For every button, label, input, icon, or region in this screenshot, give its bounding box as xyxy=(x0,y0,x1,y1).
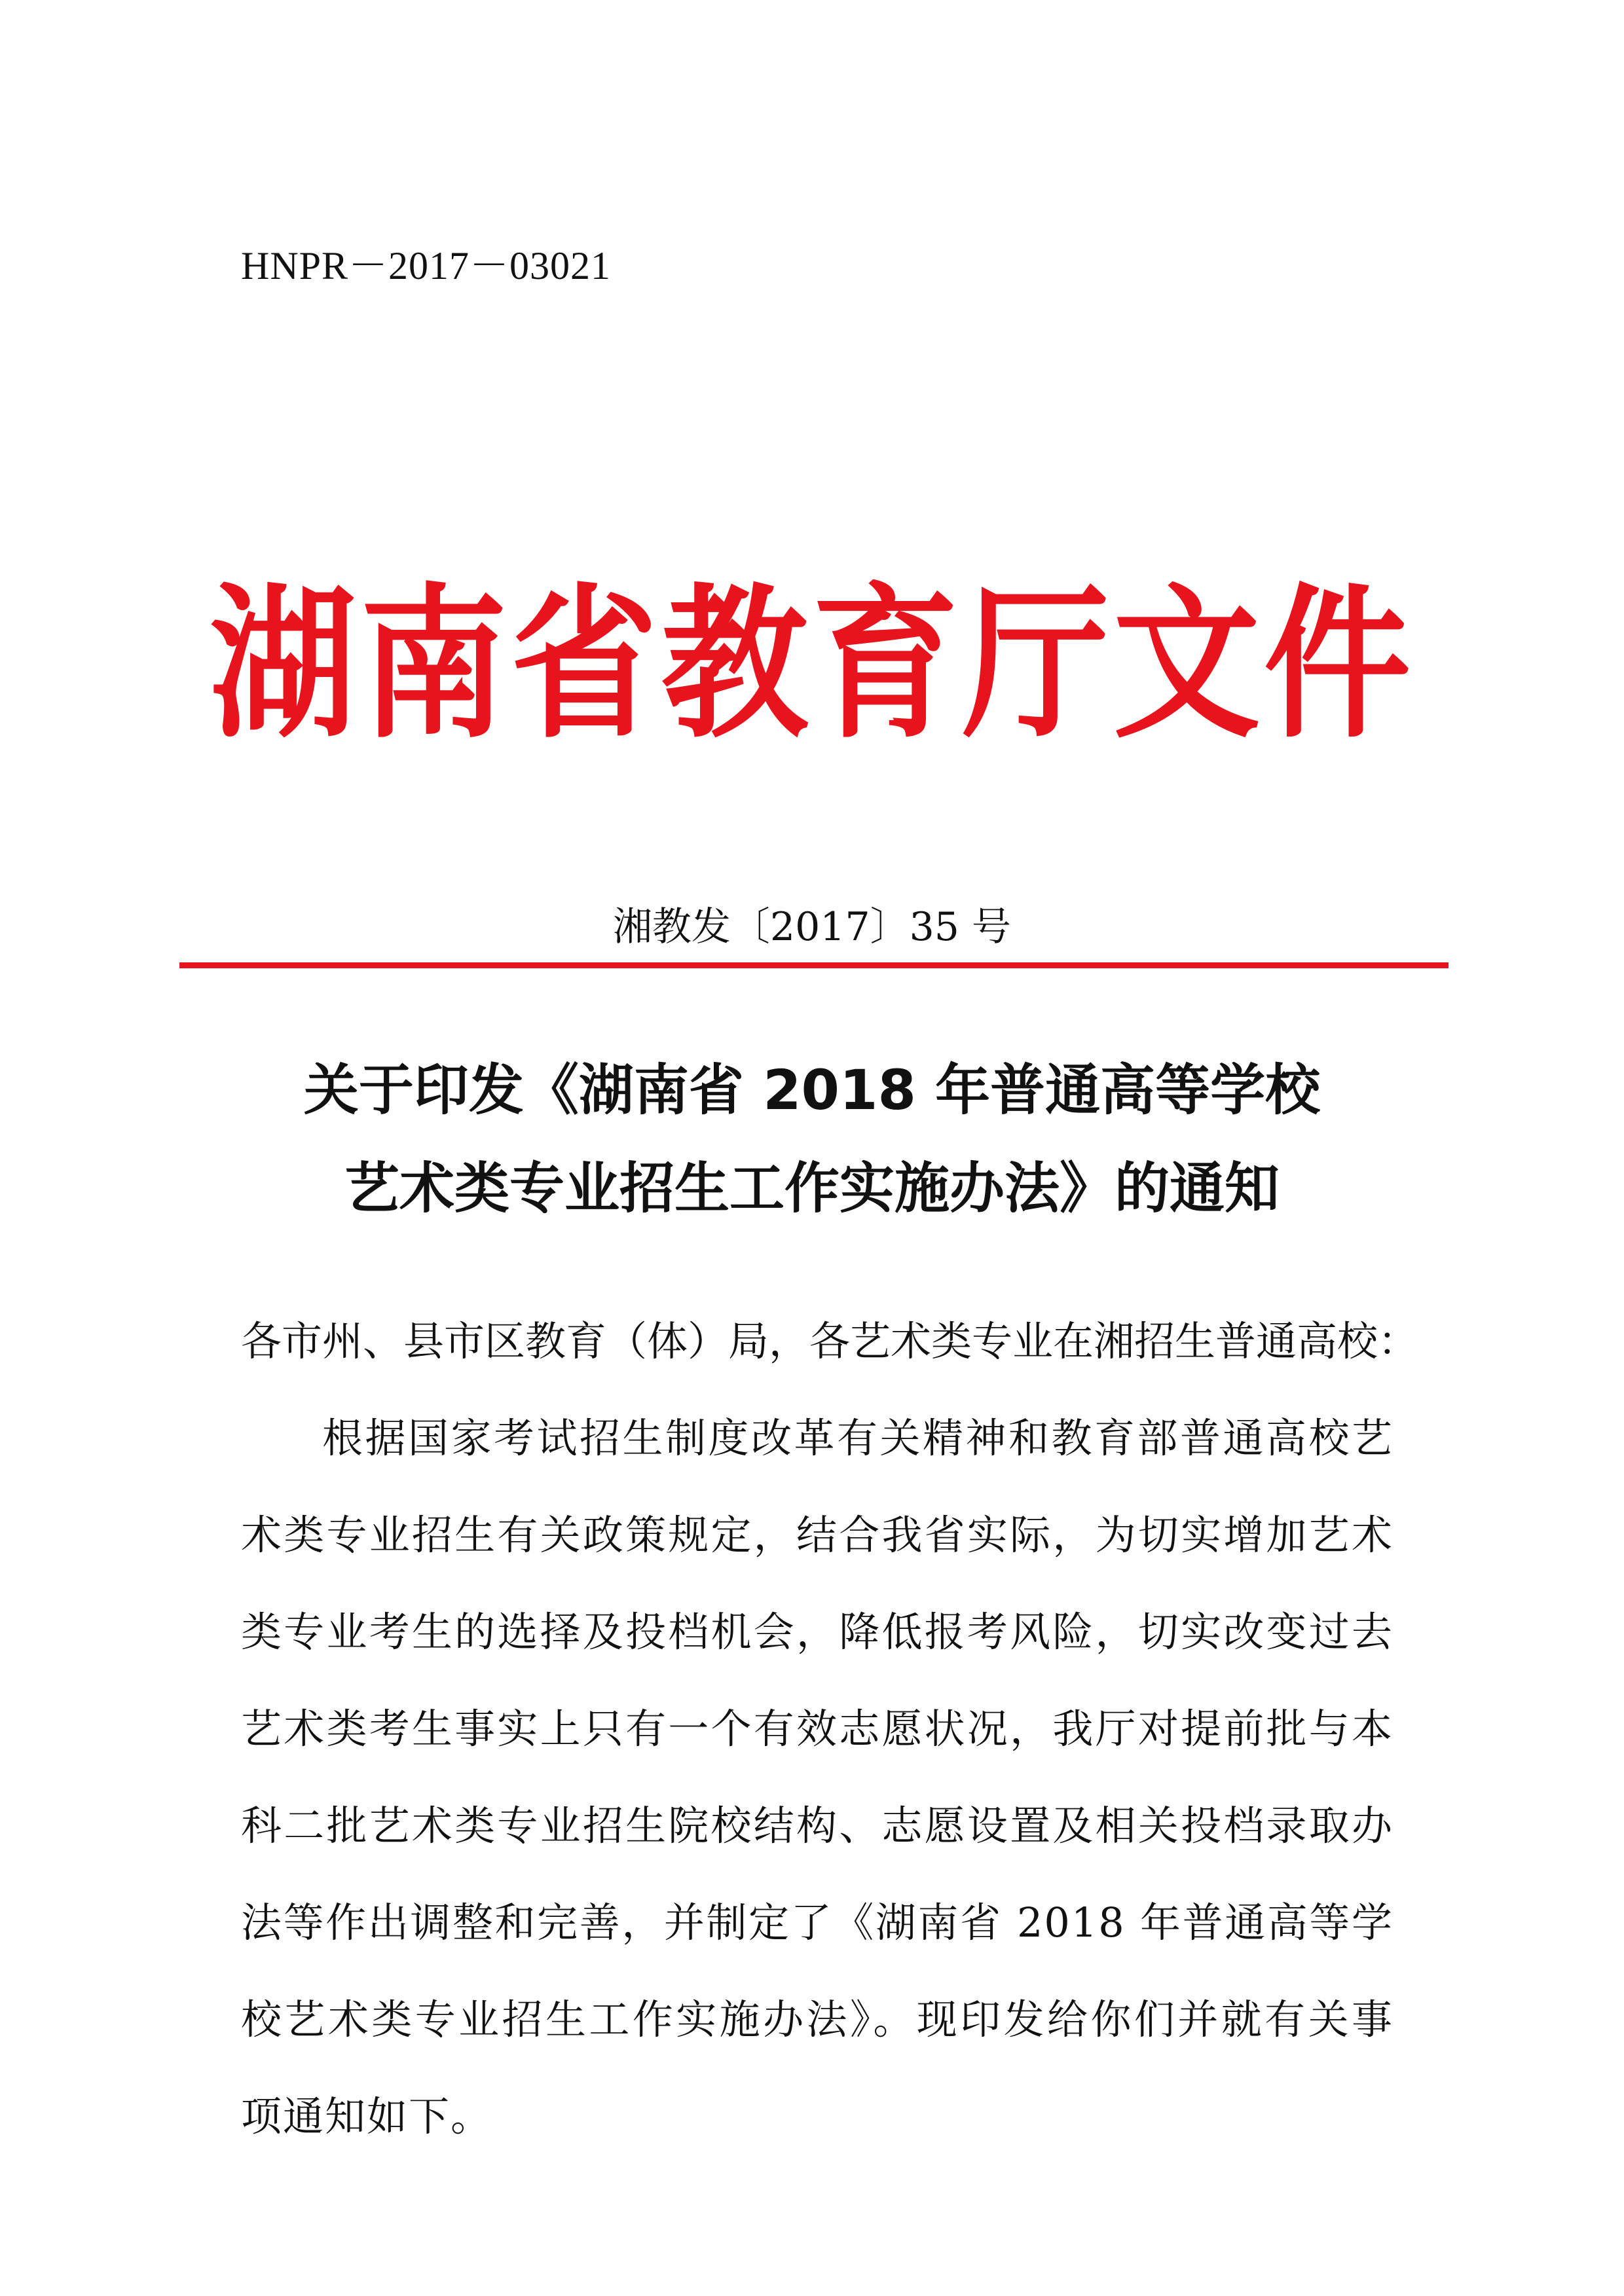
document-code: HNPR－2017－03021 xyxy=(241,244,612,287)
red-masthead-title: 湖南省教育厅文件 xyxy=(210,568,1414,761)
red-separator-line xyxy=(179,962,1449,968)
body-paragraph: 根据国家考试招生制度改革有关精神和教育部普通高校艺术类专业招生有关政策规定，结合我省实际，为切实增加艺术类专业考生的选择及投档机会，降低报考风险，切实改变过去艺术类考生事实上只有一个有效志愿状况，我厅对提前批与本科二批艺术类专业招生院校结构、志愿设置及相关投档录取办法等作出调整和完善，并制定了《湖南省 2018 年普通高等学校艺术类专业招生工作实施办法》。现印发给你们并就有关事项通知如下。 xyxy=(241,1414,1393,2140)
salutation: 各市州、县市区教育（体）局，各艺术类专业在湘招生普通高校： xyxy=(241,1317,1419,1365)
notice-body xyxy=(241,1293,1419,2165)
notice-title-line-2: 艺术类专业招生工作实施办法》的通知 xyxy=(344,1156,1280,1220)
document-number: 湘教发〔2017〕35 号 xyxy=(612,904,1012,950)
notice-title-line-1: 关于印发《湖南省 2018 年普通高等学校 xyxy=(303,1058,1321,1122)
notice-title xyxy=(0,1041,1624,1237)
